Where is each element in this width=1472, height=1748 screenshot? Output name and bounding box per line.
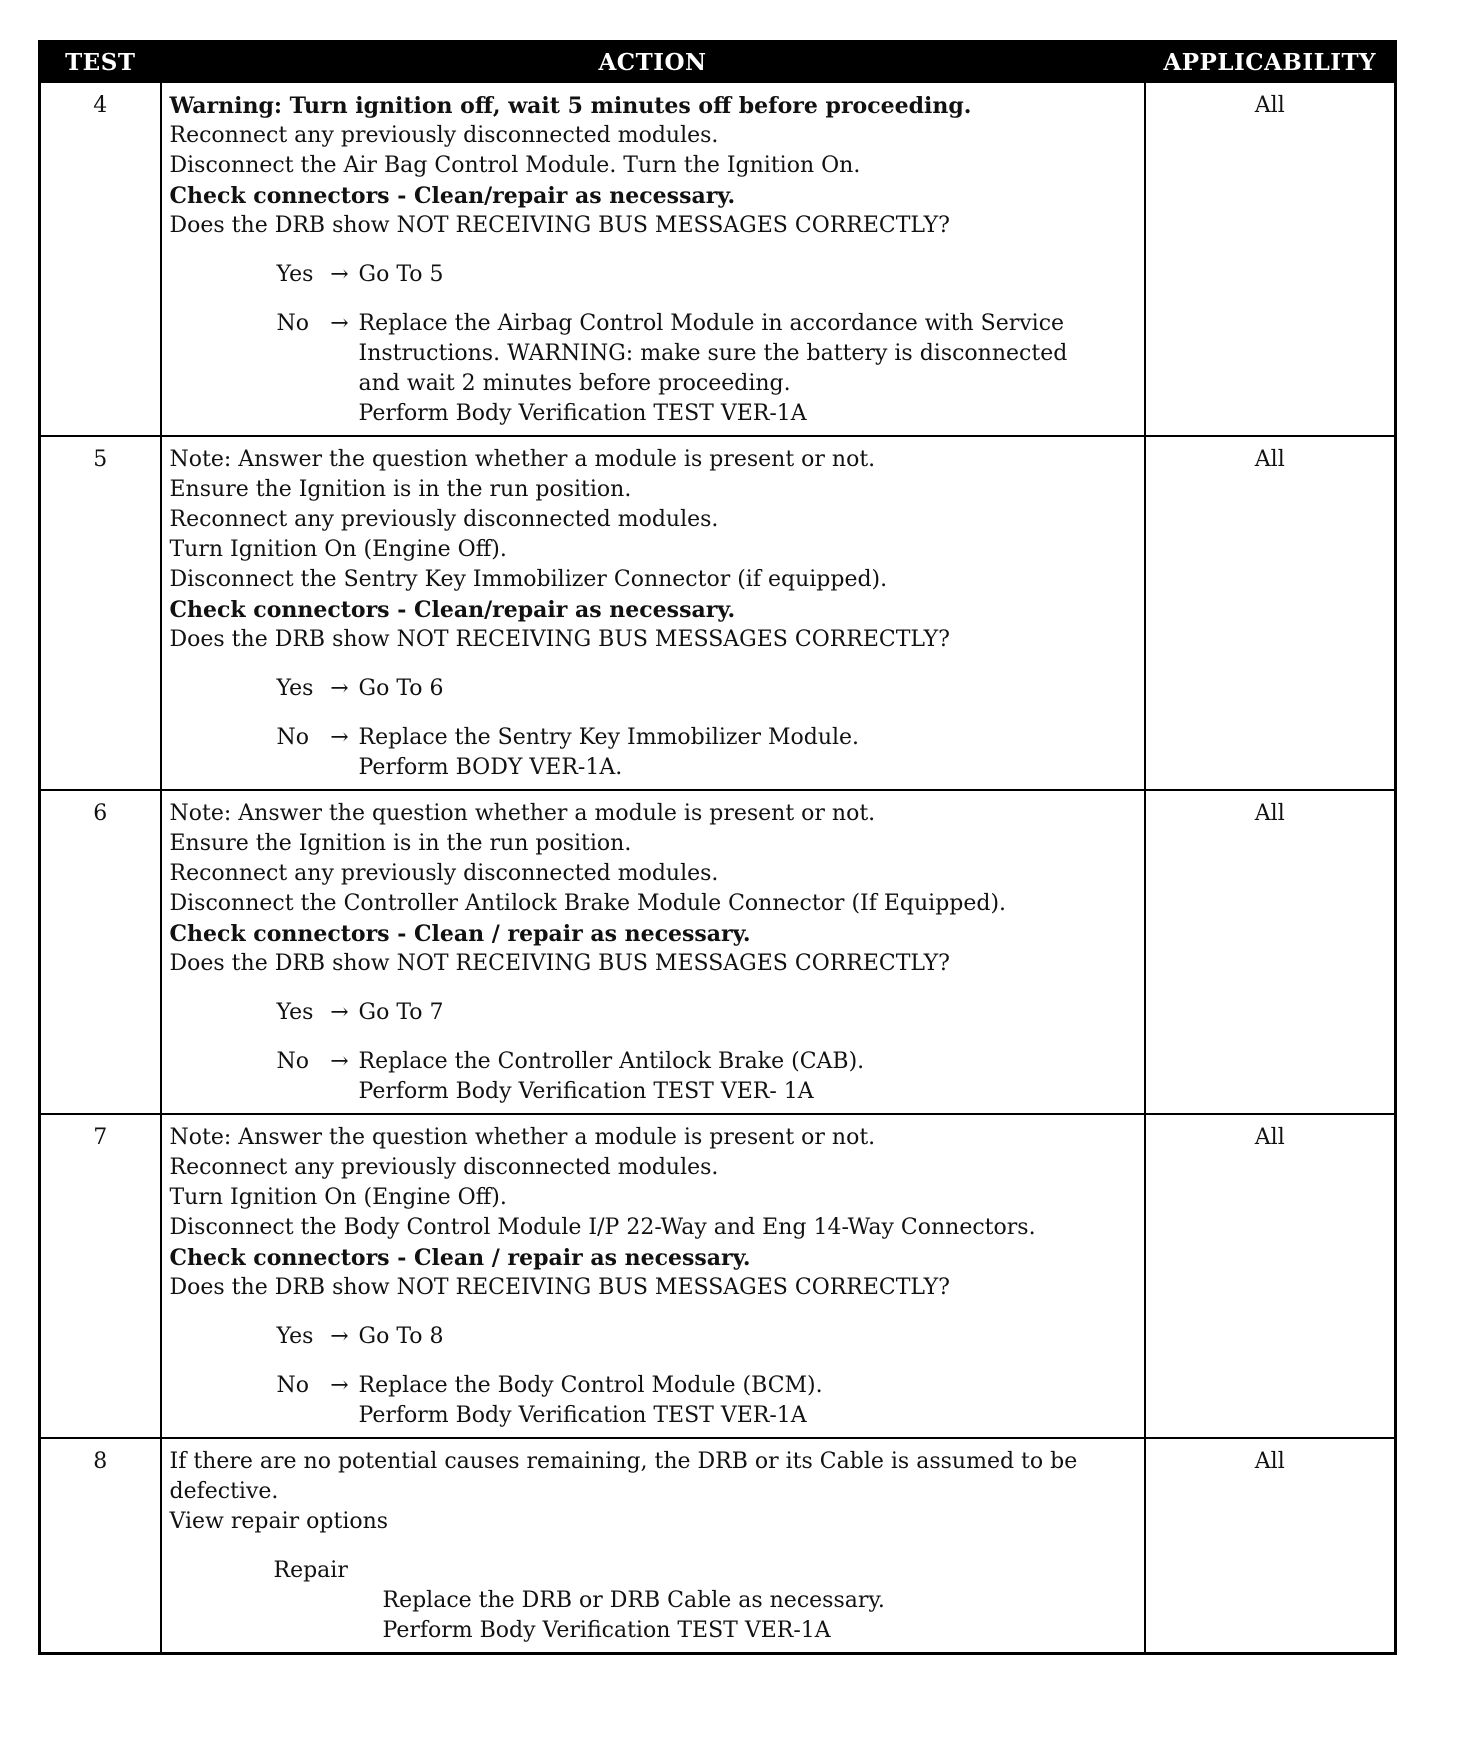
branch-yes [277,1322,1138,1352]
branch-result-line: Go To 8 [358,1324,444,1349]
branch-no [277,723,1138,783]
branch-no [277,309,1138,429]
action-cell [161,82,1145,436]
action-cell [161,436,1145,790]
action-line: Disconnect the Body Control Module I/P 22-Way and Eng 14-Way Connectors. [169,1215,1036,1240]
table-body [40,82,1396,1654]
action-line: Reconnect any previously disconnected modules. [169,507,719,532]
test-number: 7 [40,1114,161,1438]
branch-result [359,1371,1138,1431]
action-line: Does the DRB show NOT RECEIVING BUS MESSAGES CORRECTLY? [169,1275,950,1300]
branch-label: Yes [276,676,314,701]
branch-result [359,1322,1138,1352]
right-arrow-icon: → [330,1000,349,1025]
repair-label: Repair [273,1558,348,1583]
action-line: defective. [169,1479,279,1504]
action-line: Disconnect the Controller Antilock Brake Module Connector (If Equipped). [169,891,1007,916]
action-line: Turn Ignition On (Engine Off). [169,1185,507,1210]
table-row [40,436,1396,790]
action-line: Does the DRB show NOT RECEIVING BUS MESSAGES CORRECTLY? [169,627,950,652]
action-line: Does the DRB show NOT RECEIVING BUS MESSAGES CORRECTLY? [169,213,950,238]
diagnostic-test-table [38,40,1397,1655]
table-row [40,1114,1396,1438]
branch-label: No [276,1373,309,1398]
action-emphasis-line: Check connectors - Clean / repair as necessary. [169,1245,751,1271]
branch-result [359,998,1138,1028]
branch-label: Yes [276,262,314,287]
branch-result-line: Perform Body Verification TEST VER-1A [358,1403,807,1428]
action-line: Ensure the Ignition is in the run position. [169,831,632,856]
header-applicability: APPLICABILITY [1145,42,1396,83]
branch-result [359,260,1138,290]
applicability-value: All [1145,790,1396,1114]
action-emphasis-line: Check connectors - Clean/repair as necessary. [169,597,736,623]
branch-yes [277,998,1138,1028]
applicability-value: All [1145,1114,1396,1438]
branch-result-line: Perform Body Verification TEST VER-1A [358,401,807,426]
action-cell [161,1114,1145,1438]
action-line: View repair options [169,1509,389,1534]
branch-result [359,674,1138,704]
branch-yes [277,260,1138,290]
branch-result [359,723,1138,783]
branch-result-line: Go To 7 [358,1000,444,1025]
branch-result-line: Replace the Controller Antilock Brake (CAB). [358,1049,865,1074]
right-arrow-icon: → [330,725,349,750]
action-line: Note: Answer the question whether a module is present or not. [169,447,876,472]
action-line: Reconnect any previously disconnected modules. [169,1155,719,1180]
branch-label: Yes [276,1324,314,1349]
header-test: TEST [40,42,161,83]
applicability-value: All [1145,82,1396,436]
branch-result [359,309,1138,429]
test-number: 5 [40,436,161,790]
repair-line: Perform Body Verification TEST VER-1A [382,1618,831,1643]
branch-label: No [276,1049,309,1074]
test-number: 8 [40,1438,161,1654]
branch-result-line: Replace the Sentry Key Immobilizer Module. [358,725,860,750]
action-line: Reconnect any previously disconnected modules. [169,123,719,148]
applicability-value: All [1145,1438,1396,1654]
action-cell [161,790,1145,1114]
right-arrow-icon: → [330,311,349,336]
table-row [40,1438,1396,1654]
right-arrow-icon: → [330,1049,349,1074]
branch-result-line: and wait 2 minutes before proceeding. [358,371,791,396]
right-arrow-icon: → [330,676,349,701]
right-arrow-icon: → [330,1373,349,1398]
table-row [40,790,1396,1114]
header-action: ACTION [161,42,1145,83]
branch-label: No [276,725,309,750]
action-line: If there are no potential causes remaining, the DRB or its Cable is assumed to be [169,1449,1078,1474]
action-line: Ensure the Ignition is in the run position. [169,477,632,502]
action-emphasis-line: Check connectors - Clean/repair as necessary. [169,183,736,209]
repair-line: Replace the DRB or DRB Cable as necessary. [382,1588,885,1613]
branch-no [277,1371,1138,1431]
action-line: Reconnect any previously disconnected modules. [169,861,719,886]
action-line: Turn Ignition On (Engine Off). [169,537,507,562]
action-line: Note: Answer the question whether a module is present or not. [169,1125,876,1150]
action-emphasis-line: Check connectors - Clean / repair as necessary. [169,921,751,947]
action-cell [161,1438,1145,1654]
branch-result-line: Perform BODY VER-1A. [358,755,623,780]
action-line: Disconnect the Air Bag Control Module. Turn the Ignition On. [169,153,861,178]
applicability-value: All [1145,436,1396,790]
action-emphasis-line: Warning: Turn ignition off, wait 5 minutes off before proceeding. [169,93,972,119]
test-number: 6 [40,790,161,1114]
action-line: Disconnect the Sentry Key Immobilizer Connector (if equipped). [169,567,888,592]
branch-result-line: Replace the Airbag Control Module in accordance with Service [358,311,1065,336]
branch-result-line: Instructions. WARNING: make sure the battery is disconnected [358,341,1068,366]
action-line: Note: Answer the question whether a module is present or not. [169,801,876,826]
branch-result-line: Go To 5 [358,262,444,287]
right-arrow-icon: → [330,1324,349,1349]
right-arrow-icon: → [330,262,349,287]
repair-body [383,1586,1138,1646]
table-header-row [40,42,1396,83]
branch-result-line: Perform Body Verification TEST VER- 1A [358,1079,814,1104]
branch-label: No [276,311,309,336]
branch-result-line: Go To 6 [358,676,444,701]
action-line: Does the DRB show NOT RECEIVING BUS MESSAGES CORRECTLY? [169,951,950,976]
test-number: 4 [40,82,161,436]
branch-yes [277,674,1138,704]
table-row [40,82,1396,436]
branch-no [277,1047,1138,1107]
branch-label: Yes [276,1000,314,1025]
branch-result [359,1047,1138,1107]
branch-result-line: Replace the Body Control Module (BCM). [358,1373,823,1398]
